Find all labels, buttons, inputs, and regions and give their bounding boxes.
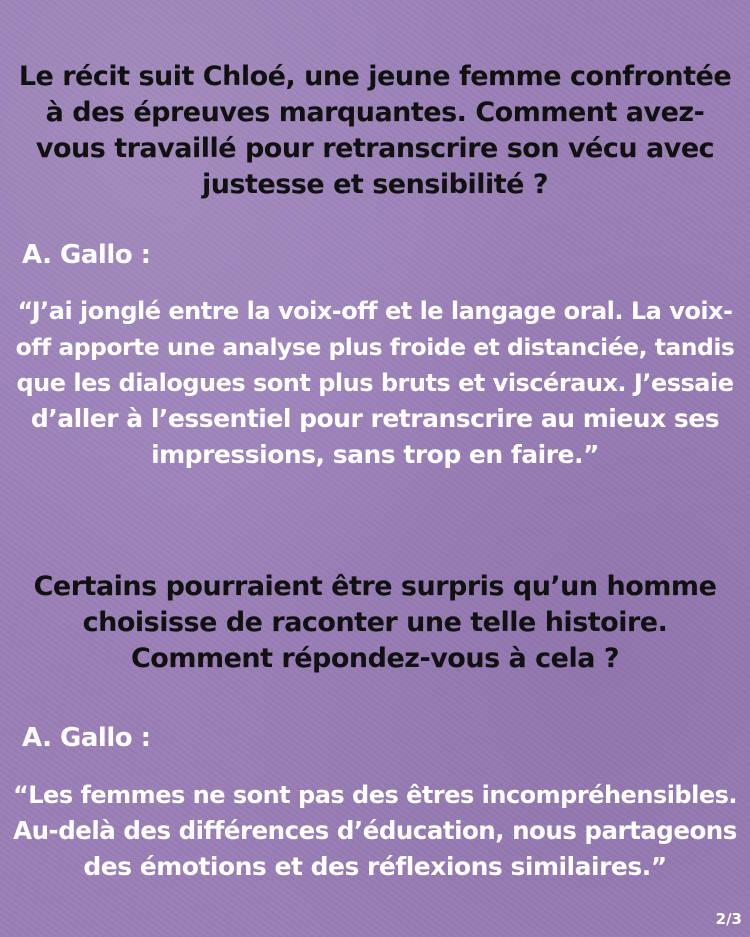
answer-1-line: d’aller à l’essentiel pour retranscrire au mieux ses [30,404,720,433]
question-1-line: vous travaillé pour retranscrire son vécu avec [35,133,715,164]
answer-2-line: Au-delà des différences d’éducation, nous partageons [13,816,737,845]
question-2-line: Comment répondez-vous à cela ? [130,643,620,674]
question-1-line: Le récit suit Chloé, une jeune femme confrontée [18,61,732,92]
question-2 [0,569,750,677]
speaker-label-1: A. Gallo : [22,240,151,270]
answer-1 [0,293,750,473]
answer-1-line: off apporte une analyse plus froide et distanciée, tandis [15,333,735,361]
question-1 [0,59,750,203]
answer-1-line: impressions, sans trop en faire.” [151,440,599,469]
question-2-line: choisisse de raconter une telle histoire. [82,607,668,638]
answer-1-line: que les dialogues sont plus bruts et viscéraux. J’essaie [16,369,734,397]
answer-1-line: “J’ai jonglé entre la voix-off et le langage oral. La voix- [17,297,733,325]
page-indicator: 2/3 [715,910,742,928]
question-1-line: justesse et sensibilité ? [201,169,549,200]
question-2-line: Certains pourraient être surpris qu’un homme [33,571,717,602]
answer-2-line: des émotions et des réflexions similaires.” [83,852,667,881]
speaker-label-2: A. Gallo : [22,723,151,753]
question-1-line: à des épreuves marquantes. Comment avez- [45,97,705,128]
answer-2-line: “Les femmes ne sont pas des êtres incompréhensibles. [12,781,738,809]
answer-2 [0,777,750,885]
